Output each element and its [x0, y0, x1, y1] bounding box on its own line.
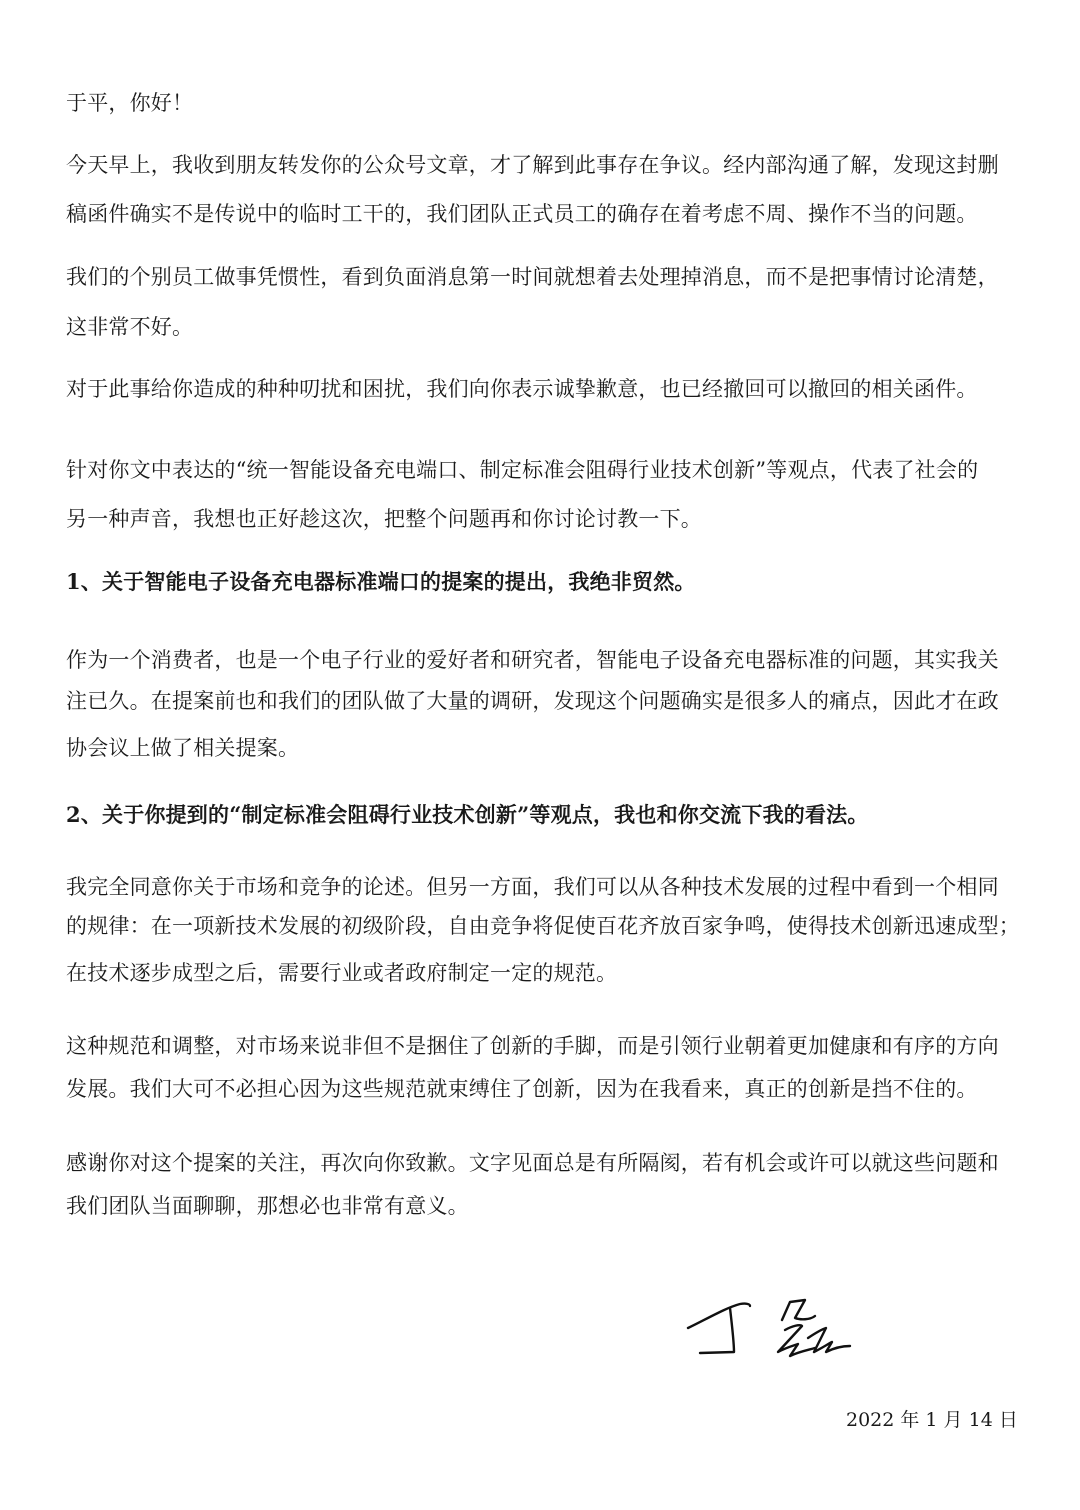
paragraph-8-line-1: 感谢你对这个提案的关注，再次向你致歉。文字见面总是有所隔阂，若有机会或许可以就这些问题和 [66, 1151, 999, 1175]
paragraph-8-line-2: 我们团队当面聊聊，那想必也非常有意义。 [66, 1194, 469, 1218]
paragraph-2-line-1: 我们的个别员工做事凭惯性，看到负面消息第一时间就想着去处理掉消息，而不是把事情讨论清楚， [66, 265, 999, 289]
handwritten-signature [680, 1290, 880, 1380]
paragraph-7-line-2: 发展。我们大可不必担心因为这些规范就束缚住了创新，因为在我看来，真正的创新是挡不住的。 [66, 1077, 978, 1101]
paragraph-6-line-3: 在技术逐步成型之后，需要行业或者政府制定一定的规范。 [66, 961, 618, 985]
paragraph-4-line-1: 针对你文中表达的“统一智能设备充电端口、制定标准会阻碍行业技术创新”等观点，代表了社会的 [66, 458, 979, 482]
paragraph-2-line-2: 这非常不好。 [66, 315, 194, 339]
paragraph-4-line-2: 另一种声音，我想也正好趁这次，把整个问题再和你讨论讨教一下。 [66, 507, 702, 531]
greeting: 于平，你好！ [66, 91, 194, 115]
paragraph-1-line-1: 今天早上，我收到朋友转发你的公众号文章，才了解到此事存在争议。经内部沟通了解，发现这封删 [66, 153, 999, 177]
paragraph-1-line-2: 稿函件确实不是传说中的临时工干的，我们团队正式员工的确存在着考虑不周、操作不当的问题。 [66, 202, 978, 226]
paragraph-5-line-2: 注已久。在提案前也和我们的团队做了大量的调研，发现这个问题确实是很多人的痛点，因此才在政 [66, 689, 999, 713]
section-1-heading: 1、关于智能电子设备充电器标准端口的提案的提出，我绝非贸然。 [66, 569, 696, 594]
paragraph-6-line-2: 的规律：在一项新技术发展的初级阶段，自由竞争将促使百花齐放百家争鸣，使得技术创新迅速成型； [66, 914, 1020, 938]
paragraph-6-line-1: 我完全同意你关于市场和竞争的论述。但另一方面，我们可以从各种技术发展的过程中看到一个相同 [66, 875, 999, 899]
paragraph-5-line-3: 协会议上做了相关提案。 [66, 736, 300, 760]
paragraph-5-line-1: 作为一个消费者，也是一个电子行业的爱好者和研究者，智能电子设备充电器标准的问题，其实我关 [66, 648, 999, 672]
section-2-heading: 2、关于你提到的“制定标准会阻碍行业技术创新”等观点，我也和你交流下我的看法。 [66, 802, 869, 827]
paragraph-3-line-1: 对于此事给你造成的种种叨扰和困扰，我们向你表示诚挚歉意，也已经撤回可以撤回的相关函件。 [66, 377, 978, 401]
paragraph-7-line-1: 这种规范和调整，对市场来说非但不是捆住了创新的手脚，而是引领行业朝着更加健康和有序的方向 [66, 1034, 999, 1058]
letter-date: 2022 年 1 月 14 日 [846, 1409, 1018, 1431]
